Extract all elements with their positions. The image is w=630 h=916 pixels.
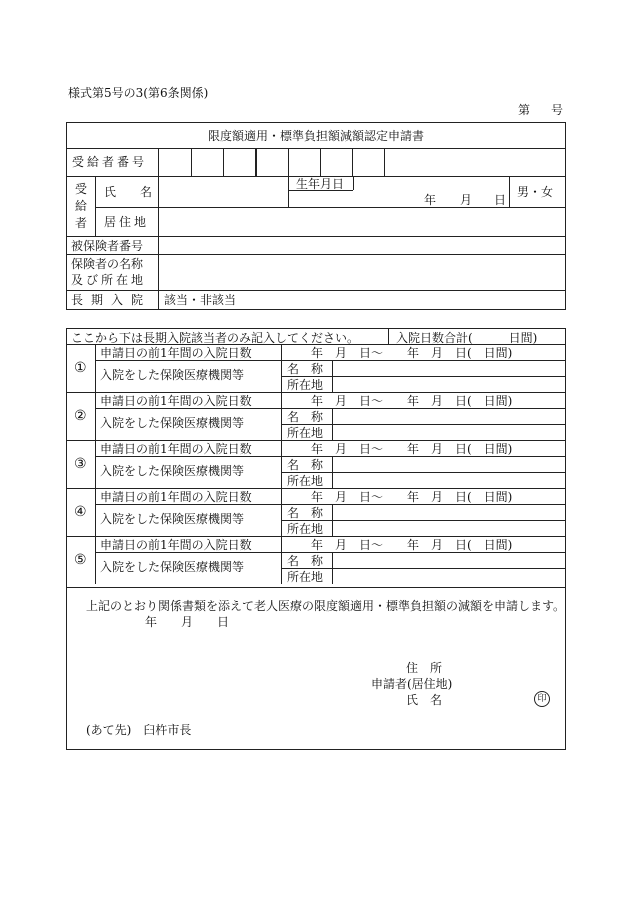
period-text[interactable]: 年 月 日〜 年 月 日( 日間)	[311, 394, 513, 408]
facility-location-label: 所在地	[287, 378, 324, 392]
recipient-label-1: 受	[75, 182, 88, 196]
addressee: (あて先) 臼杵市長	[86, 723, 192, 737]
facility-name-label: 名 称	[287, 554, 324, 568]
facility-label: 入院をした保険医療機関等	[100, 416, 245, 430]
facility-location-label: 所在地	[287, 426, 324, 440]
days-label: 申請日の前1年間の入院日数	[100, 346, 252, 360]
recipient-label-3: 者	[75, 216, 88, 230]
period-text[interactable]: 年 月 日〜 年 月 日( 日間)	[311, 538, 513, 552]
applicant-name-label: 氏 名	[406, 693, 443, 707]
row-number: ③	[74, 456, 87, 472]
seal-mark: 印	[534, 691, 550, 707]
facility-name-label: 名 称	[287, 506, 324, 520]
row-number: ②	[74, 408, 87, 424]
form-number: 様式第5号の3(第6条関係)	[68, 86, 209, 100]
birth-year-label: 年	[424, 193, 437, 207]
total-days-label: 入院日数合計( 日間)	[396, 331, 538, 345]
declaration-text: 上記のとおり関係書類を添えて老人医療の限度額適用・標準負担額の減額を申請します。	[86, 599, 566, 613]
facility-label: 入院をした保険医療機関等	[100, 512, 245, 526]
form-title: 限度額適用・標準負担額減額認定申請書	[207, 129, 424, 143]
period-text[interactable]: 年 月 日〜 年 月 日( 日間)	[311, 346, 513, 360]
insurer-label-line1: 保険者の名称	[71, 257, 144, 271]
birthdate-label: 生年月日	[296, 177, 345, 191]
period-text[interactable]: 年 月 日〜 年 月 日( 日間)	[311, 490, 513, 504]
facility-location-label: 所在地	[287, 570, 324, 584]
days-label: 申請日の前1年間の入院日数	[100, 538, 252, 552]
long-stay-label: 長期入院	[71, 293, 152, 307]
document-number-prefix: 第	[518, 103, 531, 117]
insurer-label-line2: 及び所在地	[71, 273, 147, 287]
facility-label: 入院をした保険医療機関等	[100, 464, 245, 478]
applicant-label: 申請者(居住地)	[371, 677, 453, 691]
row-number: ④	[74, 504, 87, 520]
gender-choice[interactable]: 男・女	[517, 185, 554, 199]
facility-label: 入院をした保険医療機関等	[100, 560, 245, 574]
insured-number-label: 被保険者番号	[71, 239, 144, 253]
address-label: 居住地	[104, 215, 150, 229]
days-label: 申請日の前1年間の入院日数	[100, 442, 252, 456]
facility-name-label: 名 称	[287, 410, 324, 424]
row-number: ①	[74, 360, 87, 376]
recipient-number-label: 受給者番号	[72, 155, 148, 169]
birth-day-label: 日	[494, 193, 507, 207]
birth-month-label: 月	[460, 193, 473, 207]
facility-location-label: 所在地	[287, 522, 324, 536]
name-label: 氏 名	[104, 185, 153, 199]
facility-location-label: 所在地	[287, 474, 324, 488]
declaration-date: 年 月 日	[145, 615, 230, 629]
row-number: ⑤	[74, 552, 87, 568]
facility-name-label: 名 称	[287, 458, 324, 472]
days-label: 申請日の前1年間の入院日数	[100, 394, 252, 408]
facility-label: 入院をした保険医療機関等	[100, 368, 245, 382]
days-label: 申請日の前1年間の入院日数	[100, 490, 252, 504]
applicant-address-label: 住 所	[406, 661, 443, 675]
long-stay-note: ここから下は長期入院該当者のみ記入してください。	[71, 331, 360, 345]
facility-name-label: 名 称	[287, 362, 324, 376]
period-text[interactable]: 年 月 日〜 年 月 日( 日間)	[311, 442, 513, 456]
recipient-label-2: 給	[75, 199, 88, 213]
long-stay-value[interactable]: 該当・非該当	[164, 293, 237, 307]
document-number-suffix: 号	[551, 103, 564, 117]
